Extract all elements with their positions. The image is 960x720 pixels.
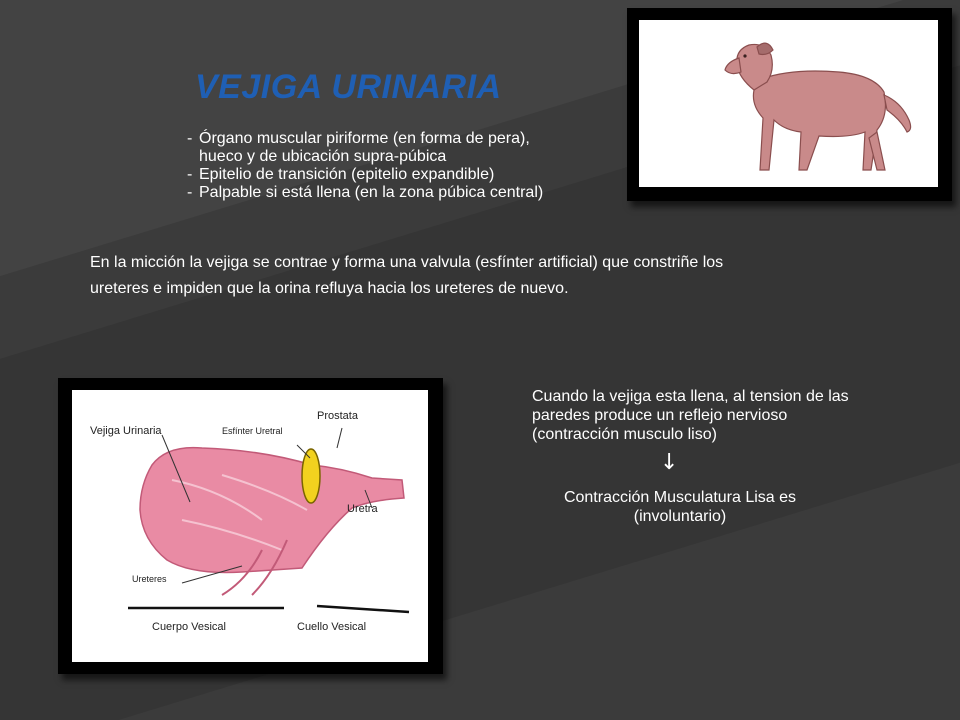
label-body: Cuerpo Vesical [152,621,226,633]
bullet-item-3 [187,184,543,202]
bladder-image-frame [58,378,443,674]
neck-bar [317,606,409,612]
bullet-text: Palpable si está llena (en la zona púbica central) [199,184,544,201]
label-urethra: Uretra [347,503,378,515]
label-ureters: Ureteres [132,574,167,584]
bullet-text: Órgano muscular piriforme (en forma de pera), hueco y de ubicación supra-púbica [199,130,530,165]
conclusion-text: Contracción Musculatura Lisa es (involuntario) [563,489,797,525]
reflex-note: Cuando la vejiga esta llena, al tension de las paredes produce un reflejo nervioso (contracción musculo liso) [532,388,849,443]
arrow-down-icon: ↓ [660,450,679,475]
label-neck: Cuello Vesical [297,621,367,633]
bullet-text: Epitelio de transición (epitelio expandible) [199,166,495,183]
label-prostate: Prostata [317,410,358,422]
sphincter-ellipse [302,449,320,503]
bullet-list [187,130,543,202]
bullet-item-1 [187,130,543,166]
bladder-diagram [72,390,428,662]
label-sphincter: Esfínter Uretral [222,426,283,436]
label-bladder: Vejiga Urinaria [90,425,162,437]
slide-title: VEJIGA URINARIA [195,68,502,106]
leader-prostate [337,428,342,448]
micturition-paragraph: En la micción la vejiga se contrae y forma una valvula (esfínter artificial) que constriñe los ureteres e impiden que la orina refluya hacia los ureteres de nuevo. [90,254,724,297]
bullet-item-2 [187,166,543,184]
dog-image-frame [627,8,952,201]
dog-eye [743,54,746,57]
dog-illustration [639,20,938,187]
